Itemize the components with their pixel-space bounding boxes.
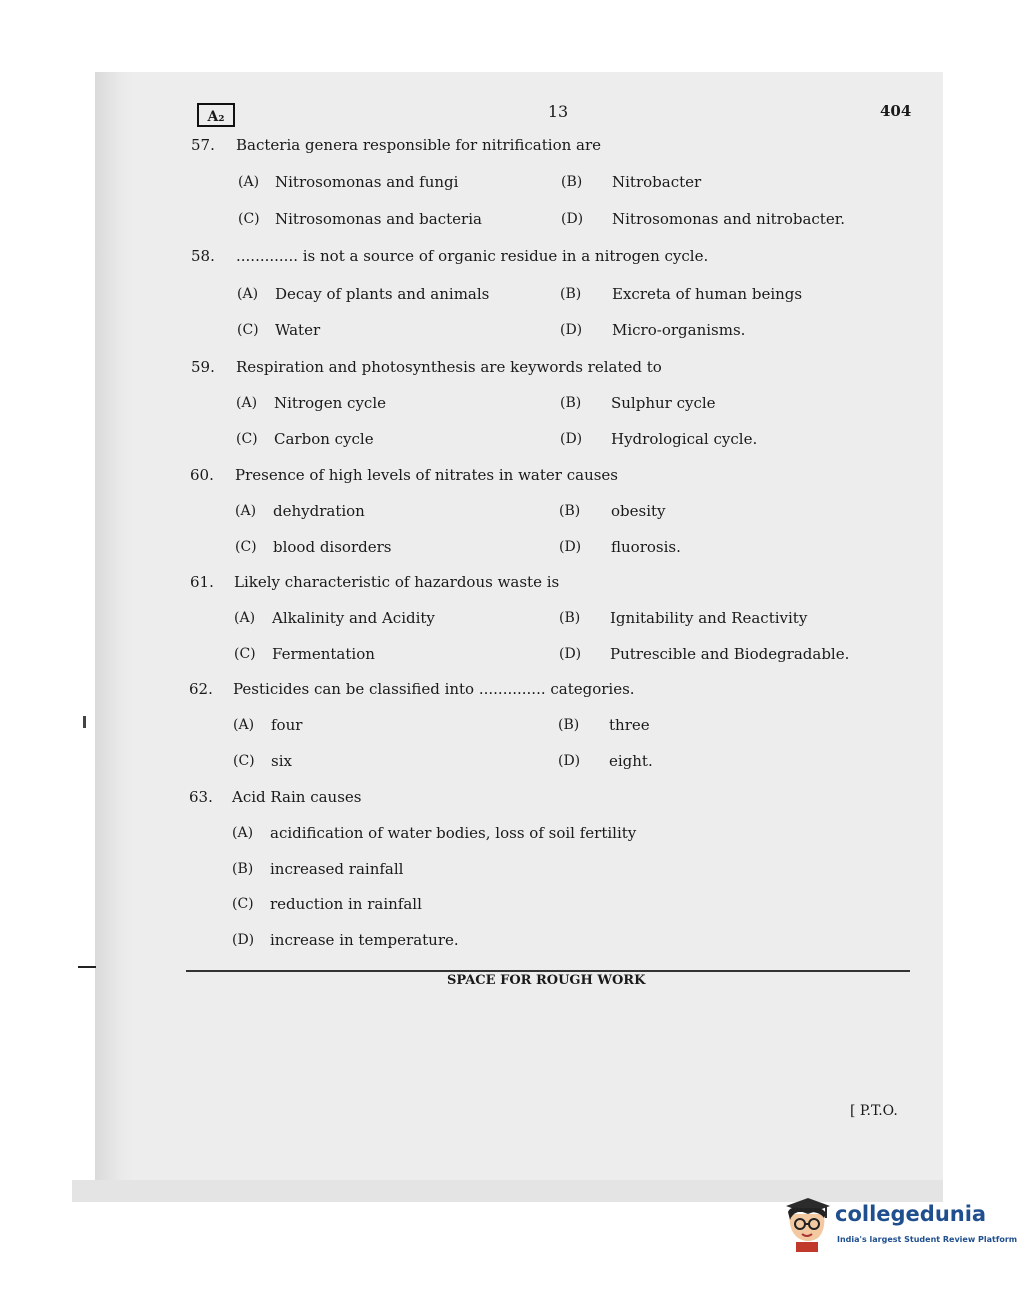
option-letter: (D) bbox=[232, 932, 255, 948]
option-letter: (C) bbox=[238, 211, 260, 227]
option-letter: (D) bbox=[558, 753, 581, 769]
rough-work-divider bbox=[186, 970, 910, 972]
option-letter: (C) bbox=[236, 431, 258, 447]
question-text: ............. is not a source of organic residue in a nitrogen cycle. bbox=[236, 247, 709, 265]
option-letter: (A) bbox=[236, 395, 258, 411]
collegedunia-watermark bbox=[780, 1192, 1018, 1254]
option-letter: (A) bbox=[238, 174, 260, 190]
scanned-page bbox=[95, 72, 943, 1200]
question-number: 57. bbox=[191, 136, 215, 154]
option-text: acidification of water bodies, loss of soil fertility bbox=[270, 824, 637, 842]
question-text: Presence of high levels of nitrates in water causes bbox=[235, 466, 618, 484]
option-text: dehydration bbox=[273, 502, 365, 520]
option-letter: (D) bbox=[559, 539, 582, 555]
option-text: Decay of plants and animals bbox=[275, 285, 490, 303]
option-text: fluorosis. bbox=[611, 538, 681, 556]
question-number: 62. bbox=[189, 680, 213, 698]
question-number: 61. bbox=[190, 573, 214, 591]
question-number: 63. bbox=[189, 788, 213, 806]
option-text: obesity bbox=[611, 502, 666, 520]
option-letter: (C) bbox=[234, 646, 256, 662]
option-letter: (D) bbox=[561, 211, 584, 227]
margin-mark bbox=[78, 966, 96, 968]
option-letter: (C) bbox=[235, 539, 257, 555]
option-text: Nitrosomonas and fungi bbox=[275, 173, 459, 191]
question-number: 60. bbox=[190, 466, 214, 484]
option-letter: (B) bbox=[558, 717, 580, 733]
graduate-mascot-icon bbox=[780, 1192, 832, 1254]
option-text: three bbox=[609, 716, 650, 734]
option-letter: (B) bbox=[559, 503, 581, 519]
option-letter: (D) bbox=[560, 431, 583, 447]
brand-tagline: India's largest Student Review Platform bbox=[837, 1235, 1018, 1244]
margin-tick bbox=[83, 716, 86, 728]
option-text: Carbon cycle bbox=[274, 430, 374, 448]
option-letter: (C) bbox=[232, 896, 254, 912]
option-text: six bbox=[271, 752, 292, 770]
option-text: Micro-organisms. bbox=[612, 321, 746, 339]
pto-marker: [ P.T.O. bbox=[850, 1103, 898, 1119]
option-text: Nitrobacter bbox=[612, 173, 702, 191]
option-text: blood disorders bbox=[273, 538, 392, 556]
option-letter: (B) bbox=[560, 286, 582, 302]
option-text: Nitrosomonas and bacteria bbox=[275, 210, 482, 228]
option-letter: (C) bbox=[233, 753, 255, 769]
option-text: increase in temperature. bbox=[270, 931, 459, 949]
option-text: Nitrosomonas and nitrobacter. bbox=[612, 210, 846, 228]
option-letter: (C) bbox=[237, 322, 259, 338]
option-text: Putrescible and Biodegradable. bbox=[610, 645, 850, 663]
rough-work-label: SPACE FOR ROUGH WORK bbox=[447, 973, 646, 988]
question-text: Likely characteristic of hazardous waste is bbox=[234, 573, 560, 591]
option-letter: (A) bbox=[237, 286, 259, 302]
option-letter: (A) bbox=[232, 825, 254, 841]
option-text: four bbox=[271, 716, 303, 734]
option-letter: (B) bbox=[232, 861, 254, 877]
question-number: 59. bbox=[191, 358, 215, 376]
option-text: eight. bbox=[609, 752, 653, 770]
option-text: reduction in rainfall bbox=[270, 895, 422, 913]
question-number: 58. bbox=[191, 247, 215, 265]
question-text: Respiration and photosynthesis are keywords related to bbox=[236, 358, 662, 376]
question-text: Acid Rain causes bbox=[232, 788, 362, 806]
option-text: Fermentation bbox=[272, 645, 375, 663]
option-letter: (A) bbox=[234, 610, 256, 626]
paper-code-box: A₂ bbox=[197, 103, 235, 127]
option-text: increased rainfall bbox=[270, 860, 404, 878]
option-text: Water bbox=[275, 321, 321, 339]
option-text: Hydrological cycle. bbox=[611, 430, 758, 448]
option-text: Alkalinity and Acidity bbox=[272, 609, 435, 627]
option-letter: (D) bbox=[560, 322, 583, 338]
question-text: Pesticides can be classified into .............. categories. bbox=[233, 680, 635, 698]
option-text: Excreta of human beings bbox=[612, 285, 803, 303]
option-text: Ignitability and Reactivity bbox=[610, 609, 808, 627]
option-letter: (A) bbox=[235, 503, 257, 519]
option-letter: (B) bbox=[561, 174, 583, 190]
option-letter: (A) bbox=[233, 717, 255, 733]
option-letter: (D) bbox=[559, 646, 582, 662]
page-number: 13 bbox=[547, 102, 569, 121]
brand-name: collegedunia bbox=[835, 1202, 987, 1226]
binding-shadow bbox=[95, 72, 133, 1200]
booklet-number: 404 bbox=[880, 102, 912, 120]
option-letter: (B) bbox=[560, 395, 582, 411]
option-text: Sulphur cycle bbox=[611, 394, 716, 412]
option-text: Nitrogen cycle bbox=[274, 394, 387, 412]
question-text: Bacteria genera responsible for nitrification are bbox=[236, 136, 602, 154]
option-letter: (B) bbox=[559, 610, 581, 626]
